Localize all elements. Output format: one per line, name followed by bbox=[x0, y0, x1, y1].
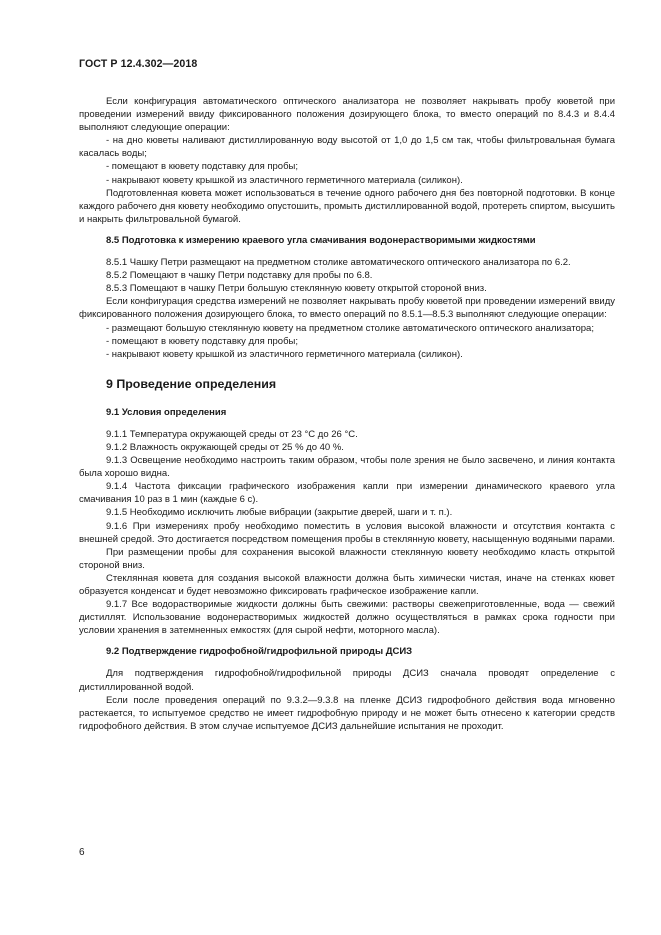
paragraph: 8.5.2 Помещают в чашку Петри подставку для пробы по 6.8. bbox=[106, 270, 373, 282]
section-heading-9-1: 9.1 Условия определения bbox=[106, 406, 227, 418]
list-item: - помещают в кювету подставку для пробы; bbox=[106, 335, 299, 347]
section-heading-9: 9 Проведение определения bbox=[106, 376, 277, 391]
list-item: - накрывают кювету крышкой из эластичного герметичного материала (силикон). bbox=[106, 174, 463, 186]
paragraph: 9.1.5 Необходимо исключить любые вибрации (закрытие дверей, шаги и т. п.). bbox=[106, 507, 453, 519]
page-number: 6 bbox=[79, 847, 85, 858]
section-heading-8-5: 8.5 Подготовка к измерению краевого угла смачивания водонерастворимыми жидкостями bbox=[106, 234, 536, 246]
paragraph: Стеклянная кювета для создания высокой влажности должна быть химически чистая, иначе на стенках кювет образуется конденсат и будет невозможно фиксировать графическое изображение капли. bbox=[79, 572, 615, 597]
list-item: - на дно кюветы наливают дистиллированную воду высотой от 1,0 до 1,5 см так, чтобы фильтровальная бумага касалась воды; bbox=[79, 135, 615, 160]
paragraph: 9.1.6 При измерениях пробу необходимо поместить в условия высокой влажности и отсутствия контакта с внешней средой. Это достигается посредством помещения пробы в стеклянную кювету, насыщенную водяными парами. bbox=[79, 520, 615, 545]
paragraph: Если конфигурация автоматического оптического анализатора не позволяет накрывать пробу кюветой при проведении измерений ввиду фиксированного положения дозирующего блока, то вместо операций по 8.4.3 и 8.4.4 выполняют следующие операции: bbox=[79, 96, 615, 134]
section-heading-9-2: 9.2 Подтверждение гидрофобной/гидрофильной природы ДСИЗ bbox=[106, 646, 413, 658]
paragraph: 9.1.2 Влажность окружающей среды от 25 % до 40 %. bbox=[106, 441, 344, 453]
list-item: - накрывают кювету крышкой из эластичного герметичного материала (силикон). bbox=[106, 348, 463, 360]
list-item: - размещают большую стеклянную кювету на предметном столике автоматического оптического анализатора; bbox=[106, 322, 594, 334]
paragraph: 9.1.1 Температура окружающей среды от 23 °С до 26 °С. bbox=[106, 428, 358, 440]
paragraph: 8.5.3 Помещают в чашку Петри большую стеклянную кювету открытой стороной вниз. bbox=[106, 283, 487, 295]
document-body bbox=[79, 95, 615, 733]
document-header: ГОСТ Р 12.4.302—2018 bbox=[79, 58, 198, 70]
paragraph: 9.1.3 Освещение необходимо настроить таким образом, чтобы поле зрения не было засвечено, и линия контакта была хорошо видна. bbox=[79, 455, 615, 480]
paragraph: Если конфигурация средства измерений не позволяет накрывать пробу кюветой при проведении измерений ввиду фиксированного положения дозирующего блока, то вместо операций по 8.5.1—8.5.3 выполняют следующие операции: bbox=[79, 296, 615, 321]
paragraph: 9.1.7 Все водорастворимые жидкости должны быть свежими: растворы свежеприготовленные, вода — свежий дистиллят. Использование водонерастворимых жидкостей должно осуществляться в рамках срока годности при условии хранения в затемненных емкостях (для сырой нефти, моторного масла). bbox=[79, 599, 615, 637]
paragraph: 9.1.4 Частота фиксации графического изображения капли при измерении динамического краевого угла смачивания 10 раз в 1 мин (каждые 6 с). bbox=[79, 481, 615, 506]
paragraph: 8.5.1 Чашку Петри размещают на предметном столике автоматического оптического анализатора по 6.2. bbox=[106, 257, 571, 269]
paragraph: При размещении пробы для сохранения высокой влажности стеклянную кювету необходимо класть открытой стороной вниз. bbox=[79, 546, 615, 571]
paragraph: Подготовленная кювета может использоваться в течение одного рабочего дня без повторной подготовки. В конце каждого рабочего дня кювету необходимо опустошить, промыть дистиллированной водой, протереть спиртом, высушить и накрыть фильтровальной бумагой. bbox=[79, 187, 615, 225]
list-item: - помещают в кювету подставку для пробы; bbox=[106, 161, 299, 173]
paragraph: Если после проведения операций по 9.3.2—9.3.8 на пленке ДСИЗ гидрофобного действия вода мгновенно растекается, то испытуемое средство не имеет гидрофобную природу и не может быть отнесено к категории средств гидрофобного действия. В этом случае испытуемое ДСИЗ дальнейшие испытания не проходит. bbox=[79, 694, 615, 732]
paragraph: Для подтверждения гидрофобной/гидрофильной природы ДСИЗ сначала проводят определение с дистиллированной водой. bbox=[79, 668, 615, 693]
